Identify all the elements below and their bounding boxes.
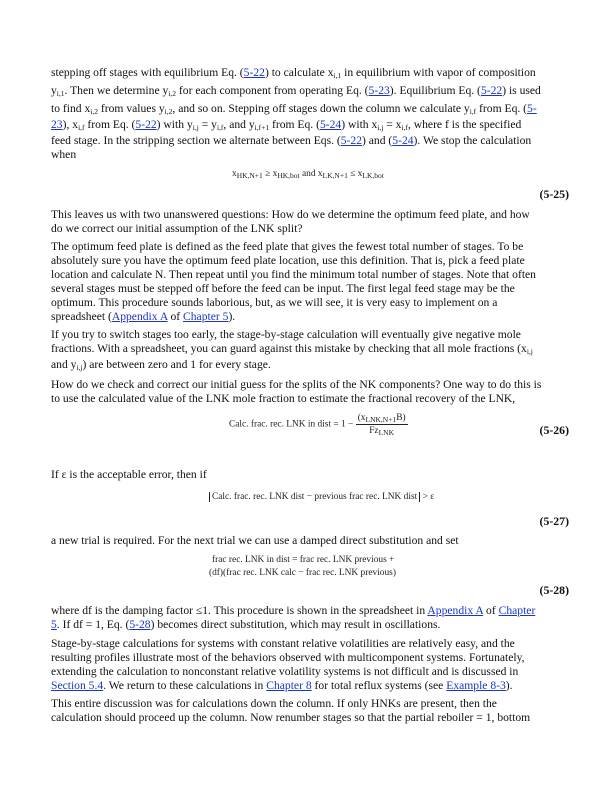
eq-link-5-24[interactable]: 5-24 <box>392 134 414 147</box>
text-line: Section 5.4. We return to these calculations in Chapter 8 for total reflux systems (see Example 8-3). <box>51 679 513 692</box>
eq-link-5-23[interactable]: 23 <box>51 118 63 131</box>
text-line: to use the calculated value of the LNK mole fraction to estimate the fractional recovery of the LNK, <box>51 392 516 405</box>
section-5-4-link[interactable]: Section 5.4 <box>51 679 104 692</box>
eq-link-5-24[interactable]: 5-24 <box>319 118 342 131</box>
text-line: 5. If df = 1, Eq. (5-28) becomes direct substitution, which may result in oscillations. <box>51 618 441 631</box>
text-line: Stage-by-stage calculations for systems with constant relative volatilities are relatively easy, and the <box>51 637 515 650</box>
text-line: resulting profiles illustrate most of the behaviors observed with multicomponent systems. Fortunately, <box>51 651 525 664</box>
equation-5-27: Calc. frac. rec. LNK dist − previous frac rec. LNK dist > ε <box>209 491 434 503</box>
text-line: fractions. With a spreadsheet, you can guard against this mistake by checking that all mole fractions ($x_{i,j}$ <box>51 342 533 356</box>
text-line: The optimum feed plate is defined as the feed plate that gives the fewest total number of stages. To be <box>51 240 524 253</box>
text-line: and $y_{i,j}$) are between zero and 1 for every stage. <box>51 358 271 372</box>
eq-link-5-22[interactable]: 5-22 <box>135 118 157 131</box>
text-line: location and calculate N. Then repeat until you find the minimum total number of stages. Note that often <box>51 268 536 281</box>
equation-5-25: $x_{HK,N+1} \ge x_{HK,bot}$ and $x_{LK,N+1} \le x_{LK,bot}$ <box>232 169 384 180</box>
text-line: spreadsheet (Appendix A of Chapter 5). <box>51 310 236 323</box>
eq-link-5-22[interactable]: 5-22 <box>243 66 265 79</box>
text-line: This leaves us with two unanswered questions: How do we determine the optimum feed plate, and how <box>51 208 530 221</box>
equation-number: (5-25) <box>539 187 569 201</box>
text-line: 23), $x_{i,f}$ from Eq. (5-22) with $y_{i,j} = y_{i,f}$, and $y_{i,f+1}$ from Eq. (5-24) with $x_{i,j} = x_{i,f}$, where f is the specified <box>51 118 522 132</box>
appendix-a-link[interactable]: Appendix A <box>427 604 484 617</box>
text-line: stepping off stages with equilibrium Eq. (5-22) to calculate $x_{i,1}$ in equilibrium with vapor of composition <box>51 66 536 80</box>
eq-link-5-28[interactable]: 5-28 <box>129 618 151 631</box>
eq-link-5-22[interactable]: 5-22 <box>480 84 503 97</box>
text-line: extending the calculation to nonconstant relative volatility systems is not difficult and is discussed in <box>51 665 519 678</box>
text-line: feed stage. In the stripping section we alternate between Eqs. (5-22) and (5-24). We stop the calculation <box>51 134 532 147</box>
text-line: This entire discussion was for calculations down the column. If only HNKs are present, then the <box>51 697 497 710</box>
appendix-a-link[interactable]: Appendix A <box>111 310 168 323</box>
chapter-5-link[interactable]: 5 <box>51 618 57 631</box>
chapter-5-link[interactable]: Chapter <box>498 604 536 617</box>
text-line: when <box>51 148 77 161</box>
equation-5-28-line-1: frac rec. LNK in dist = frac rec. LNK previous + <box>212 555 395 565</box>
equation-number: (5-26) <box>539 423 569 437</box>
text-line: optimum. This procedure sounds laborious, but, as we will see, it is very easy to implement on a <box>51 296 498 309</box>
text-line: $y_{i,1}$. Then we determine $y_{i,2}$ for each component from operating Eq. (5-23). Equilibrium Eq. (5-22) is used <box>51 84 541 98</box>
text-line: If ε is the acceptable error, then if <box>51 468 207 481</box>
chapter-5-link[interactable]: Chapter 5 <box>183 310 229 323</box>
text-line: to find $x_{i,2}$ from values $y_{i,2}$, and so on. Stepping off stages down the column we calculate $y_{i,f}$ from Eq. (5- <box>51 102 537 116</box>
eq-link-5-23[interactable]: 5-23 <box>368 84 390 97</box>
chapter-8-link[interactable]: Chapter 8 <box>266 679 312 692</box>
equation-number: (5-27) <box>539 514 569 528</box>
equation-number: (5-28) <box>539 583 569 597</box>
equation-5-28-line-2: (df)(frac rec. LNK calc − frac rec. LNK previous) <box>209 568 396 578</box>
text-line: several stages must be stepped off before the feed can be input. The first legal feed stage may be the <box>51 282 515 295</box>
eq-link-5-23[interactable]: 5- <box>527 102 537 115</box>
text-line: a new trial is required. For the next trial we can use a damped direct substitution and set <box>51 534 459 547</box>
text-line: How do we check and correct our initial guess for the splits of the NK components? One way to do this is <box>51 378 542 391</box>
equation-5-26: Calc. frac. rec. LNK in dist = 1 − $\frac{(x_{LNK,N+1}B)}{Fz_{LNK}}$ <box>229 413 406 437</box>
text-line: absolutely sure you have the optimum feed plate location, use this definition. That is, pick a feed plate <box>51 254 525 267</box>
example-8-3-link[interactable]: Example 8-3 <box>446 679 506 692</box>
text-line: where df is the damping factor ≤1. This procedure is shown in the spreadsheet in Appendix A of Chapter <box>51 604 536 617</box>
text-line: do we correct our initial assumption of the LNK split? <box>51 222 303 235</box>
eq-link-5-22[interactable]: 5-22 <box>340 134 363 147</box>
text-line: If you try to switch stages too early, the stage-by-stage calculation will eventually give negative mole <box>51 328 521 341</box>
fraction: $\frac{(x_{LNK,N+1}B)}{Fz_{LNK}}$ <box>357 413 406 437</box>
text-line: calculation should proceed up the column. Now renumber stages so that the partial reboiler = 1, bottom <box>51 711 531 724</box>
